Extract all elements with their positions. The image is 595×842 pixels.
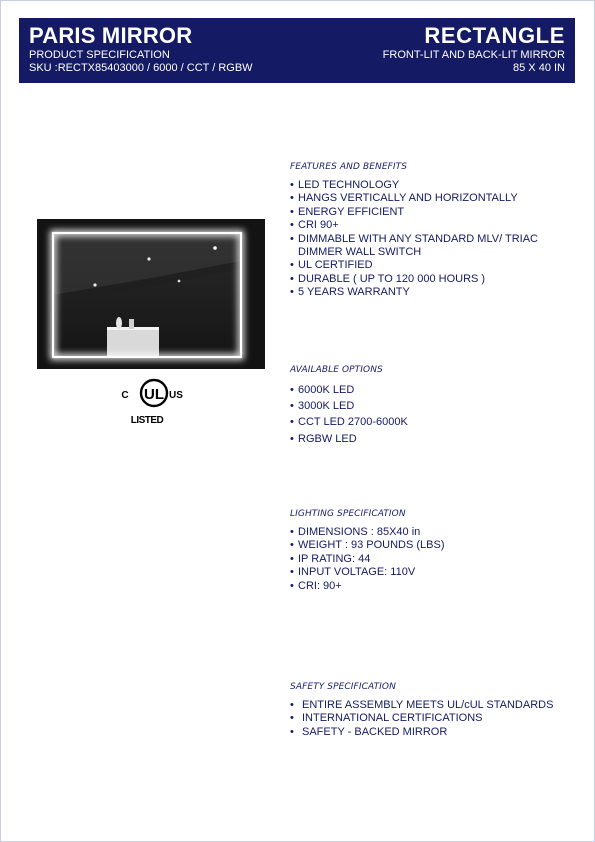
- shape-title: RECTANGLE: [424, 23, 565, 48]
- lighting-list: [290, 526, 580, 593]
- ul-c-text: C: [121, 390, 129, 401]
- features-title: FEATURES AND BENEFITS: [290, 162, 408, 172]
- mirror-illustration: [37, 219, 265, 369]
- list-item: • RGBW LED: [290, 431, 580, 447]
- list-item: • DIMENSIONS : 85X40 in: [290, 526, 580, 539]
- spec-label: PRODUCT SPECIFICATION: [29, 49, 170, 61]
- list-item: • INTERNATIONAL CERTIFICATIONS: [290, 712, 580, 725]
- header-right: [383, 23, 565, 75]
- list-item: • 5 YEARS WARRANTY: [290, 286, 580, 299]
- list-item: • ENERGY EFFICIENT: [290, 206, 580, 219]
- options-list: [290, 382, 580, 447]
- list-item: • HANGS VERTICALLY AND HORIZONTALLY: [290, 192, 580, 205]
- features-list: [290, 179, 580, 300]
- header-left: [29, 23, 253, 75]
- list-item: • SAFETY - BACKED MIRROR: [290, 726, 580, 739]
- list-item: • LED TECHNOLOGY: [290, 179, 580, 192]
- lighting-type: FRONT-LIT AND BACK-LIT MIRROR: [382, 49, 565, 61]
- ul-mark-text: UL: [144, 386, 164, 403]
- options-title: AVAILABLE OPTIONS: [290, 365, 383, 375]
- list-item: • INPUT VOLTAGE: 110V: [290, 566, 580, 579]
- list-item: • CRI 90+: [290, 219, 580, 232]
- features-section: [290, 162, 580, 300]
- list-item: • 6000K LED: [290, 382, 580, 398]
- header-banner: [19, 18, 575, 83]
- lighting-section: [290, 509, 580, 593]
- list-item: • CRI: 90+: [290, 580, 580, 593]
- list-item: • 3000K LED: [290, 398, 580, 414]
- ul-logo-icon: [119, 371, 189, 431]
- ul-listed-text: LISTED: [130, 415, 164, 426]
- list-item: • UL CERTIFIED: [290, 259, 580, 272]
- sku-text: SKU :RECTX85403000 / 6000 / CCT / RGBW: [29, 62, 253, 74]
- options-section: [290, 365, 580, 447]
- size-text: 85 X 40 IN: [513, 62, 565, 74]
- list-item: • WEIGHT : 93 POUNDS (LBS): [290, 539, 580, 552]
- list-item: • DIMMABLE WITH ANY STANDARD MLV/ TRIAC DIMMER WALL SWITCH: [290, 233, 568, 260]
- ul-us-text: US: [169, 390, 183, 401]
- safety-section: [290, 682, 580, 739]
- ul-listed-logo: [119, 371, 189, 431]
- list-item: • IP RATING: 44: [290, 553, 580, 566]
- product-title: PARIS MIRROR: [29, 23, 193, 48]
- lighting-title: LIGHTING SPECIFICATION: [290, 509, 406, 519]
- list-item: • ENTIRE ASSEMBLY MEETS UL/cUL STANDARDS: [290, 699, 580, 712]
- list-item: • CCT LED 2700-6000K: [290, 414, 580, 430]
- list-item: • DURABLE ( UP TO 120 000 HOURS ): [290, 273, 580, 286]
- safety-list: [290, 699, 580, 739]
- product-photo: [37, 219, 265, 369]
- safety-title: SAFETY SPECIFICATION: [290, 682, 396, 692]
